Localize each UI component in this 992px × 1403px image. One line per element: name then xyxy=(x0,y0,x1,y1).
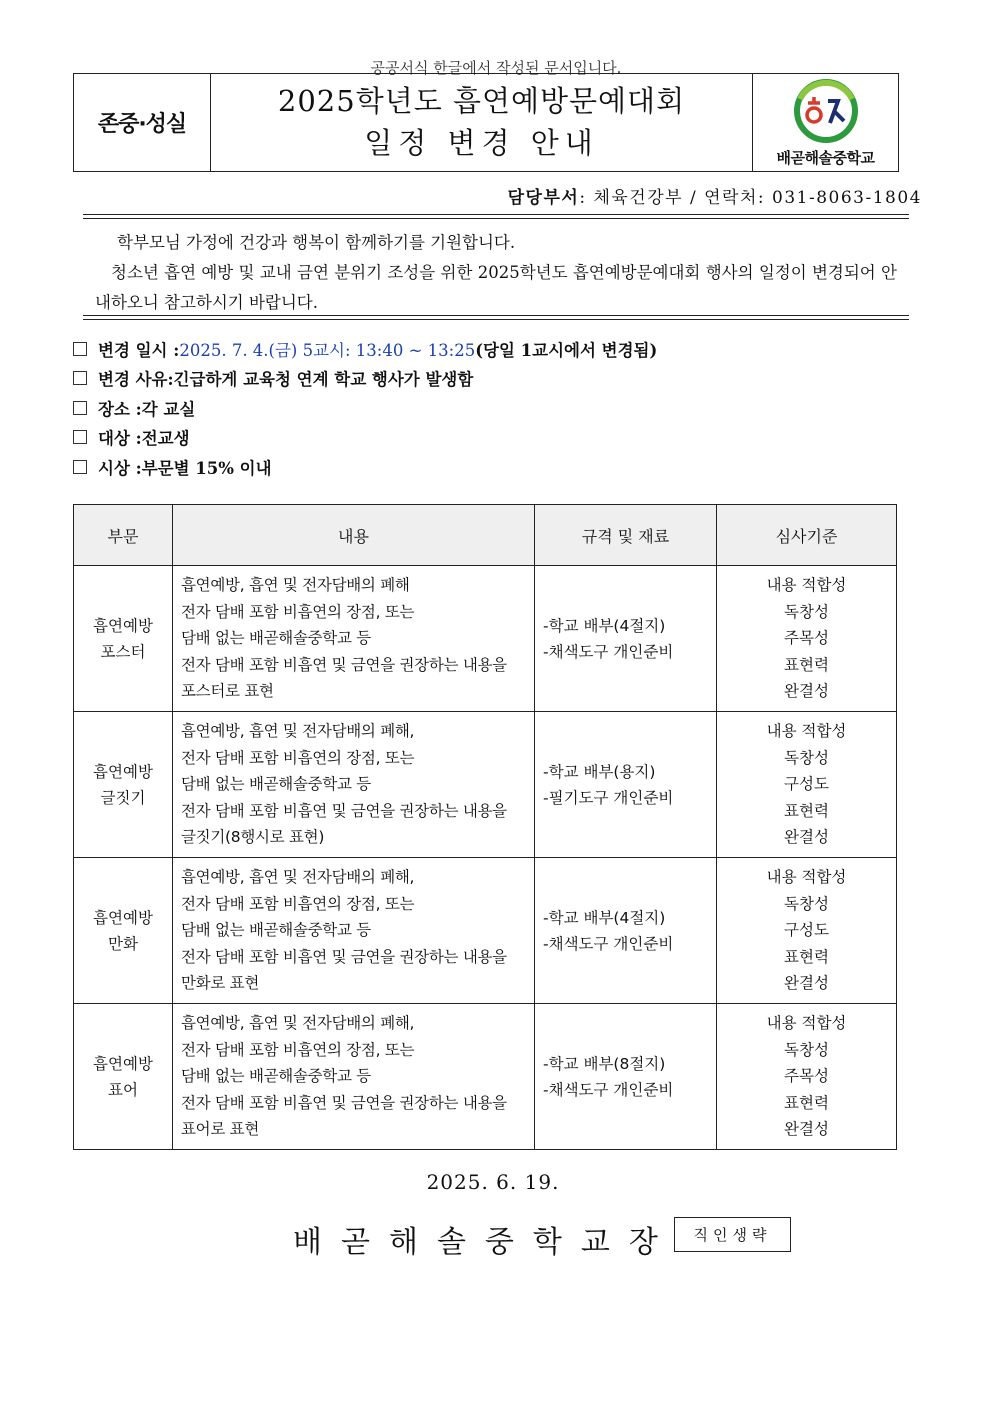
col-header-content: 내용 xyxy=(173,505,535,566)
col-header-category: 부문 xyxy=(74,505,173,566)
phone-label: 연락처 xyxy=(704,188,758,208)
criteria-line: 내용 적합성 xyxy=(766,576,847,595)
item-rest: 긴급하게 교육청 연계 학교 행사가 발생함 xyxy=(173,370,474,390)
criteria-line: 표현력 xyxy=(784,1093,829,1112)
materials-line: -채색도구 개인준비 xyxy=(543,642,674,661)
category-cell xyxy=(74,712,173,858)
content-line: 담배 없는 배곧해솔중학교 등 xyxy=(181,775,371,794)
divider-bottom-1 xyxy=(83,315,909,316)
checkbox-icon xyxy=(73,430,87,444)
item-rest: 부문별 15% 이내 xyxy=(141,458,272,478)
content-line: 전자 담배 포함 비흡연 및 금연을 권장하는 내용을 xyxy=(181,1093,507,1112)
materials-cell xyxy=(535,712,717,858)
criteria-line: 완결성 xyxy=(784,974,829,993)
content-line: 만화로 표현 xyxy=(181,974,259,993)
materials-line: -채색도구 개인준비 xyxy=(543,934,674,953)
content-line: 전자 담배 포함 비흡연 및 금연을 권장하는 내용을 xyxy=(181,801,507,820)
content-line: 전자 담배 포함 비흡연의 장점, 또는 xyxy=(181,894,415,913)
item-label: 장소 : xyxy=(98,399,142,419)
content-line: 표어로 표현 xyxy=(181,1120,259,1139)
criteria-cell xyxy=(717,1004,897,1150)
criteria-cell xyxy=(717,858,897,1004)
content-line: 전자 담배 포함 비흡연 및 금연을 권장하는 내용을 xyxy=(181,947,507,966)
criteria-line: 내용 적합성 xyxy=(766,1014,847,1033)
materials-cell xyxy=(535,858,717,1004)
category-cell xyxy=(74,1004,173,1150)
list-item xyxy=(73,423,913,453)
top-note: 공공서식 한글에서 작성된 문서입니다. xyxy=(370,59,622,77)
content-line: 흡연예방, 흡연 및 전자담배의 폐해, xyxy=(181,1014,415,1033)
criteria-line: 주목성 xyxy=(784,629,829,648)
divider-top-1 xyxy=(83,214,909,215)
title-line-1: 2025학년도 흡연예방문예대회 xyxy=(277,83,686,118)
criteria-line: 구성도 xyxy=(784,921,829,940)
criteria-cell xyxy=(717,566,897,712)
item-label: 시상 : xyxy=(98,458,142,478)
content-line: 글짓기(8행시로 표현) xyxy=(181,828,325,847)
phone-value: : 031-8063-1804 xyxy=(757,188,922,208)
seal-omitted-box: 직인생략 xyxy=(674,1217,791,1252)
item-rest: 각 교실 xyxy=(141,399,196,419)
criteria-line: 완결성 xyxy=(784,682,829,701)
content-line: 담배 없는 배곧해솔중학교 등 xyxy=(181,921,371,940)
category-line: 흡연예방 xyxy=(93,762,153,781)
category-line: 흡연예방 xyxy=(93,616,153,635)
table-row xyxy=(74,566,897,712)
criteria-line: 독창성 xyxy=(784,748,829,767)
content-line: 전자 담배 포함 비흡연의 장점, 또는 xyxy=(181,1040,415,1059)
document-title xyxy=(211,74,753,171)
criteria-line: 주목성 xyxy=(784,1067,829,1086)
checkbox-icon xyxy=(73,342,87,356)
criteria-line: 독창성 xyxy=(784,894,829,913)
criteria-line: 독창성 xyxy=(784,1040,829,1059)
category-line: 만화 xyxy=(108,934,138,953)
item-label: 대상 : xyxy=(98,429,142,449)
col-header-criteria: 심사기준 xyxy=(717,505,897,566)
criteria-line: 표현력 xyxy=(784,947,829,966)
content-cell xyxy=(173,566,535,712)
materials-line: -학교 배부(8절지) xyxy=(543,1054,666,1073)
materials-line: -학교 배부(4절지) xyxy=(543,616,666,635)
content-line: 전자 담배 포함 비흡연의 장점, 또는 xyxy=(181,602,415,621)
criteria-line: 완결성 xyxy=(784,1120,829,1139)
item-rest: (당일 1교시에서 변경됨) xyxy=(475,340,658,360)
list-item xyxy=(73,393,913,423)
category-line: 흡연예방 xyxy=(93,1054,153,1073)
principal-signature: 배곧해솔중학교장 xyxy=(293,1225,677,1260)
info-list xyxy=(73,334,913,482)
criteria-line: 독창성 xyxy=(784,602,829,621)
category-cell xyxy=(74,566,173,712)
content-cell xyxy=(173,1004,535,1150)
header-box xyxy=(73,73,899,172)
category-cell xyxy=(74,858,173,1004)
criteria-cell xyxy=(717,712,897,858)
checkbox-icon xyxy=(73,460,87,474)
criteria-line: 내용 적합성 xyxy=(766,868,847,887)
materials-cell xyxy=(535,1004,717,1150)
title-line-2: 일정 변경 안내 xyxy=(364,125,599,160)
content-line: 흡연예방, 흡연 및 전자담배의 폐해, xyxy=(181,722,415,741)
content-line: 담배 없는 배곧해솔중학교 등 xyxy=(181,629,371,648)
content-line: 전자 담배 포함 비흡연 및 금연을 권장하는 내용을 xyxy=(181,655,507,674)
list-item xyxy=(73,364,913,394)
school-logo-block xyxy=(753,74,898,171)
issue-date: 2025. 6. 19. xyxy=(426,1170,560,1194)
content-line: 흡연예방, 흡연 및 전자담배의 폐해 xyxy=(181,576,410,595)
checkbox-icon xyxy=(73,401,87,415)
category-line: 표어 xyxy=(108,1080,138,1099)
item-rest: 전교생 xyxy=(141,429,190,449)
category-line: 포스터 xyxy=(100,642,146,661)
dept-label: 담당부서 xyxy=(507,188,580,208)
content-cell xyxy=(173,712,535,858)
item-highlight: 2025. 7. 4.(금) 5교시: 13:40 ~ 13:25 xyxy=(179,340,476,360)
materials-line: -학교 배부(용지) xyxy=(543,762,656,781)
content-line: 포스터로 표현 xyxy=(181,682,274,701)
intro-text xyxy=(95,228,897,318)
contest-table xyxy=(73,504,897,1150)
content-line: 전자 담배 포함 비흡연의 장점, 또는 xyxy=(181,748,415,767)
table-row xyxy=(74,1004,897,1150)
content-cell xyxy=(173,858,535,1004)
school-name: 배곧해솔중학교 xyxy=(776,149,875,167)
criteria-line: 표현력 xyxy=(784,801,829,820)
category-line: 흡연예방 xyxy=(93,908,153,927)
checkbox-icon xyxy=(73,371,87,385)
content-line: 담배 없는 배곧해솔중학교 등 xyxy=(181,1067,371,1086)
intro-paragraph-2: 청소년 흡연 예방 및 교내 금연 분위기 조성을 위한 2025학년도 흡연예방문예대회 행사의 일정이 변경되어 안내하오니 참고하시기 바랍니다. xyxy=(95,263,897,312)
criteria-line: 구성도 xyxy=(784,775,829,794)
divider-bottom-2 xyxy=(83,319,909,320)
contact-line xyxy=(508,183,922,208)
list-item xyxy=(73,334,913,364)
materials-line: -학교 배부(4절지) xyxy=(543,908,666,927)
criteria-line: 완결성 xyxy=(784,828,829,847)
criteria-line: 표현력 xyxy=(784,655,829,674)
criteria-line: 내용 적합성 xyxy=(766,722,847,741)
materials-line: -채색도구 개인준비 xyxy=(543,1080,674,1099)
table-row xyxy=(74,712,897,858)
table-header-row xyxy=(74,505,897,566)
materials-cell xyxy=(535,566,717,712)
list-item xyxy=(73,452,913,482)
item-label: 변경 일시 : xyxy=(98,340,180,360)
content-line: 흡연예방, 흡연 및 전자담배의 폐해, xyxy=(181,868,415,887)
motto: 존중·성실 xyxy=(74,74,211,171)
intro-paragraph-1: 학부모님 가정에 건강과 행복이 함께하기를 기원합니다. xyxy=(117,233,516,252)
divider-top-2 xyxy=(83,218,909,219)
school-logo-icon xyxy=(790,77,862,145)
item-label: 변경 사유: xyxy=(98,370,174,390)
table-row xyxy=(74,858,897,1004)
dept-value: : 체육건강부 / xyxy=(579,188,705,208)
col-header-materials: 규격 및 재료 xyxy=(535,505,717,566)
category-line: 글짓기 xyxy=(100,788,146,807)
materials-line: -필기도구 개인준비 xyxy=(543,788,674,807)
